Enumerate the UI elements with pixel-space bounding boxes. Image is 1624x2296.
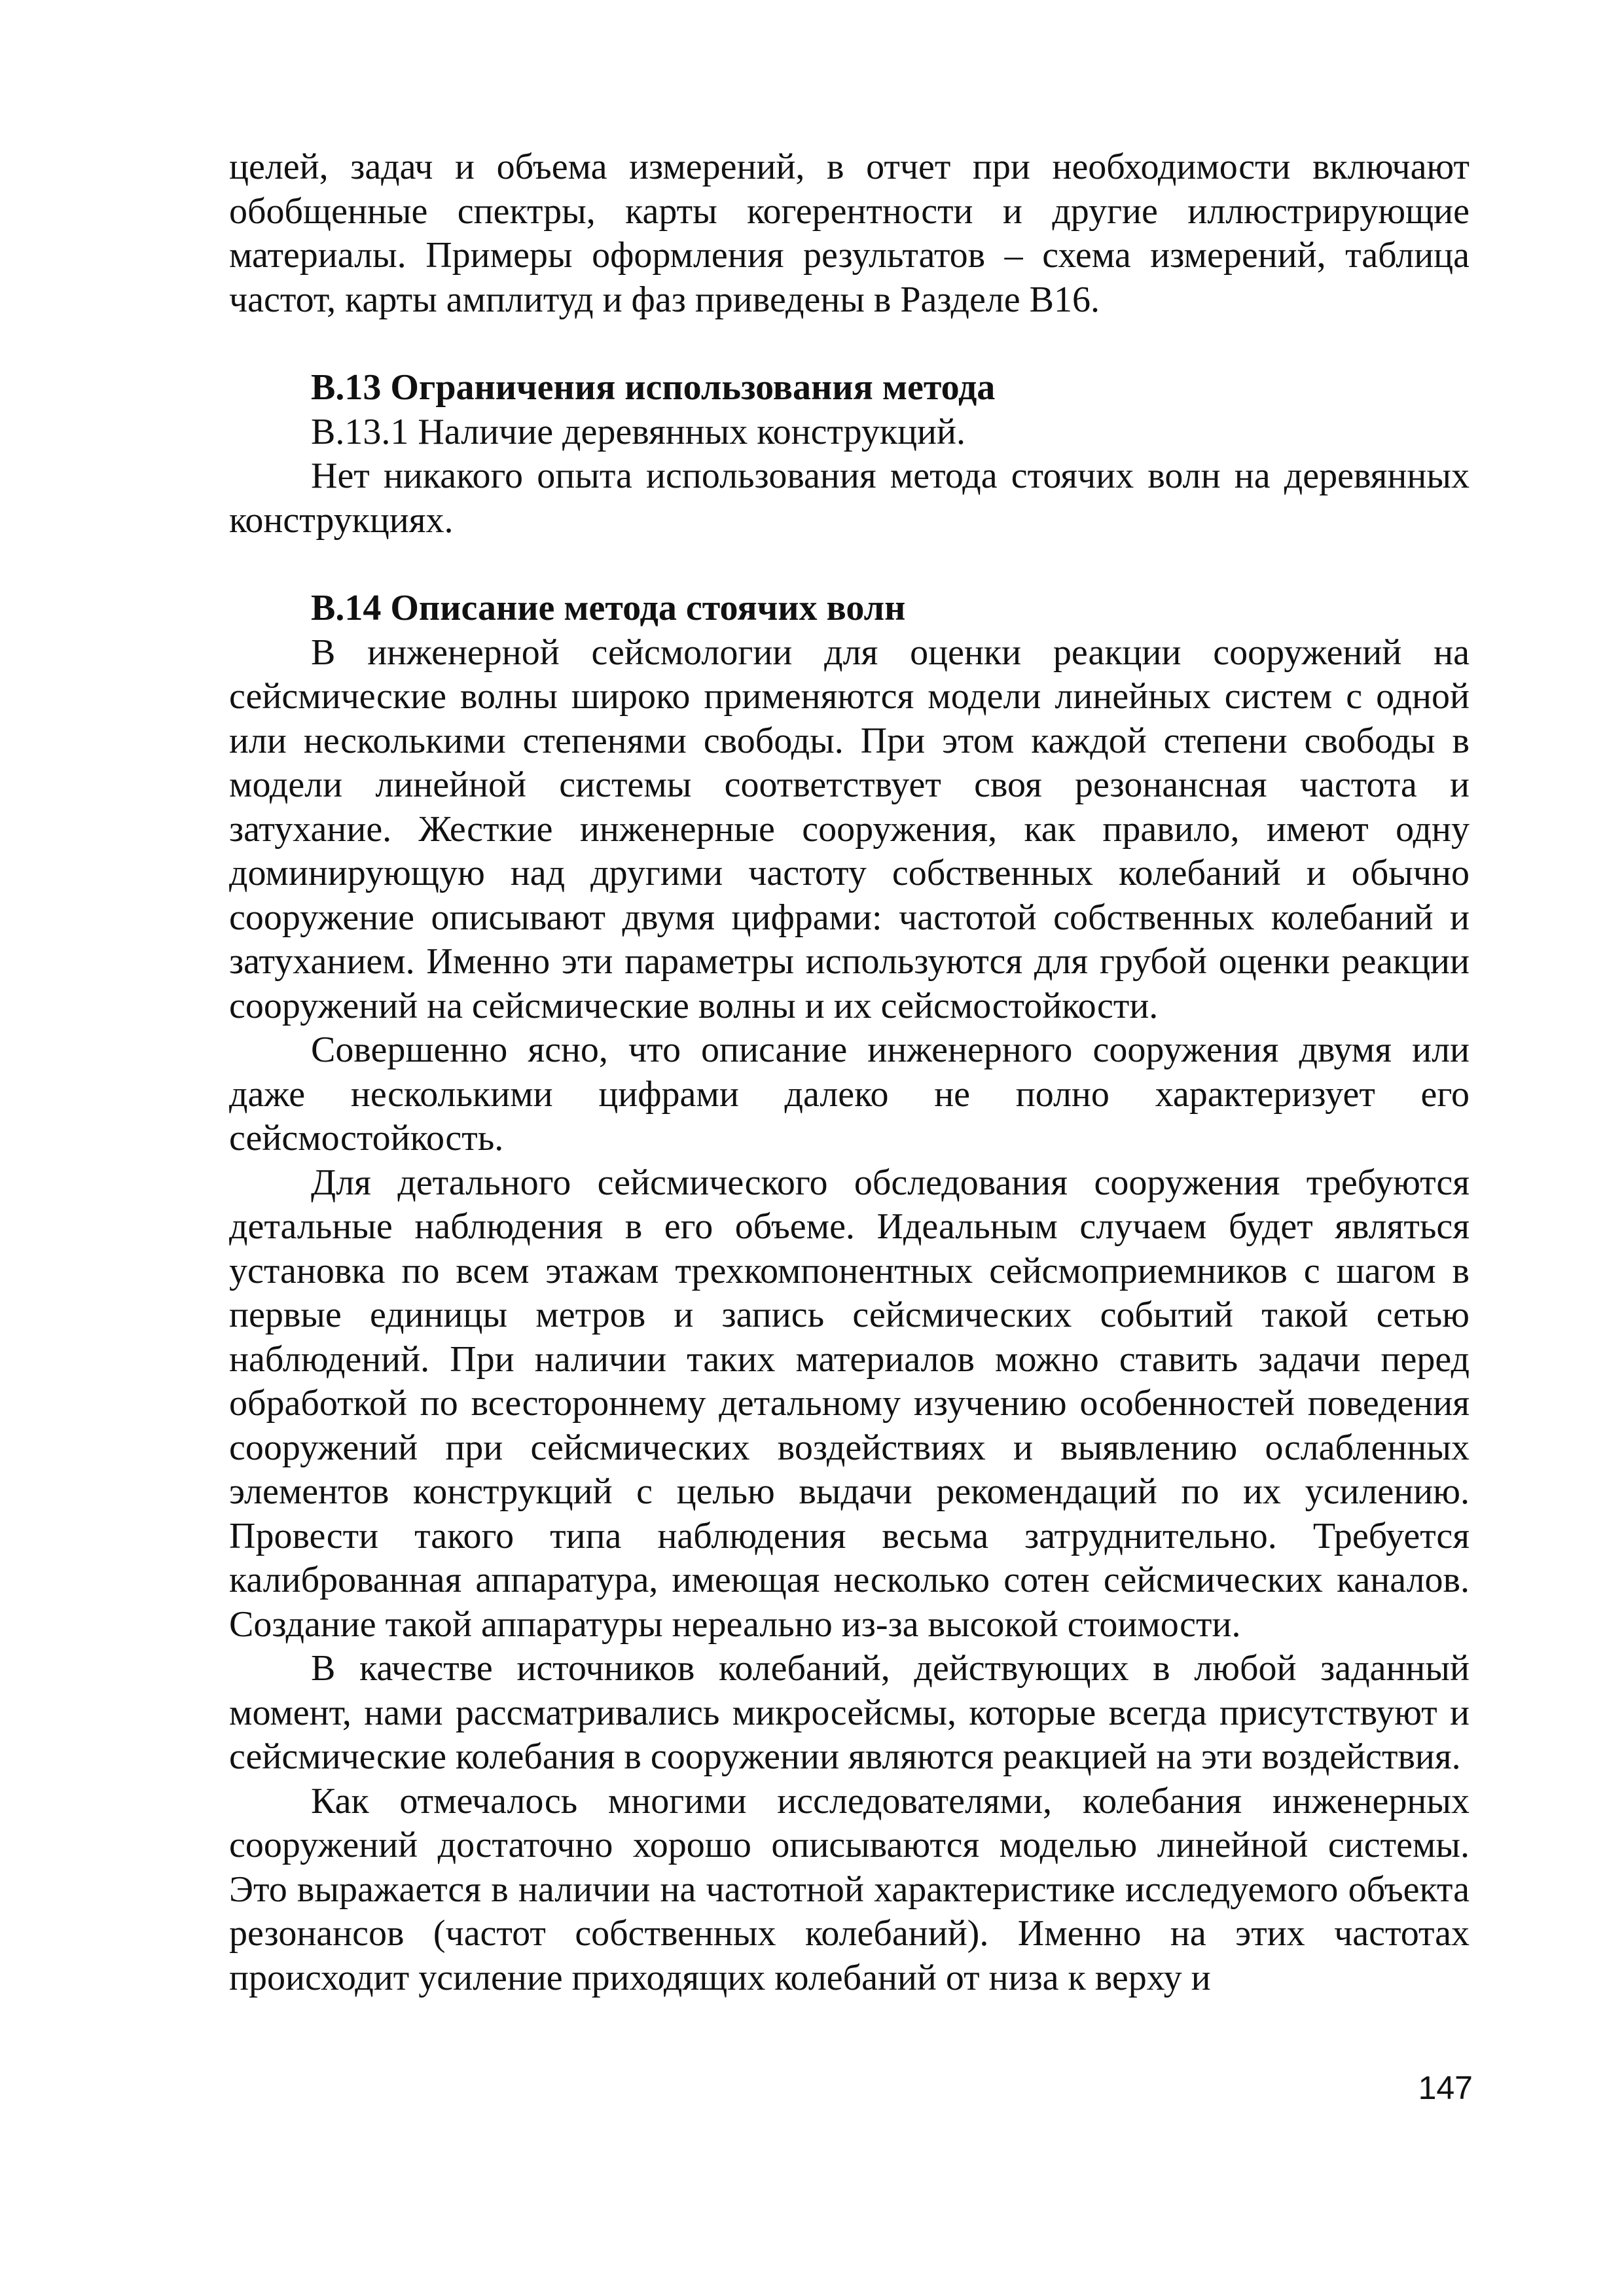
intro-paragraph: целей, задач и объема измерений, в отчет при необходимости включают обобщенные спектры, карты когерентности и другие иллюстрирующие материалы. Примеры оформления результатов – схема измерений, таблица частот, карты амплитуд и фаз приведены в Разделе В16. — [229, 147, 1470, 320]
section-b14-paragraph: В качестве источников колебаний, действующих в любой заданный момент, нами рассматривались микросейсмы, которые всегда присутствуют и сейсмические колебания в сооружении являются реакцией на эти воздействия. — [229, 1648, 1470, 1777]
page-content — [229, 145, 1470, 2000]
section-b14-heading: В.14 Описание метода стоячих волн — [311, 588, 906, 628]
spacer — [229, 322, 1470, 366]
section-b13-heading: В.13 Ограничения использования метода — [311, 367, 996, 408]
section-b14-paragraph: Как отмечалось многими исследователями, колебания инженерных сооружений достаточно хорошо описываются моделью линейной системы. Это выражается в наличии на частотной характеристике исследуемого объекта резонансов (частот собственных колебаний). Именно на этих частотах происходит усиление приходящих колебаний от низа к верху и — [229, 1780, 1470, 1998]
spacer — [229, 543, 1470, 586]
section-b14-paragraph: В инженерной сейсмологии для оценки реакции сооружений на сейсмические волны широко применяются модели линейных систем с одной или несколькими степенями свободы. При этом каждой степени свободы в модели линейной системы соответствует своя резонансная частота и затухание. Жесткие инженерные сооружения, как правило, имеют одну доминирующую над другими частоту собственных колебаний и обычно сооружение описывают двумя цифрами: частотой собственных колебаний и затуханием. Именно эти параметры используются для грубой оценки реакции сооружений на сейсмические волны и их сейсмостойкости. — [229, 632, 1470, 1026]
section-b13-subheading: В.13.1 Наличие деревянных конструкций. — [311, 411, 965, 452]
section-b14-paragraph: Для детального сейсмического обследования сооружения требуются детальные наблюдения в его объеме. Идеальным случаем будет являться установка по всем этажам трехкомпонентных сейсмоприемников с шагом в первые единицы метров и запись сейсмических событий такой сетью наблюдений. При наличии таких материалов можно ставить задачи перед обработкой по всестороннему детальному изучению особенностей поведения сооружений при сейсмических воздействиях и выявлению ослабленных элементов конструкций с целью выдачи рекомендаций по их усилению. Провести такого типа наблюдения весьма затруднительно. Требуется калиброванная аппаратура, имеющая несколько сотен сейсмических каналов. Создание такой аппаратуры нереально из-за высокой стоимости. — [229, 1162, 1470, 1645]
page-number: 147 — [1418, 2070, 1473, 2106]
section-b14-paragraph: Совершенно ясно, что описание инженерного сооружения двумя или даже несколькими цифрами далеко не полно характеризует его сейсмостойкость. — [229, 1030, 1470, 1158]
section-b13-paragraph: Нет никакого опыта использования метода стоячих волн на деревянных конструкциях. — [229, 456, 1470, 541]
